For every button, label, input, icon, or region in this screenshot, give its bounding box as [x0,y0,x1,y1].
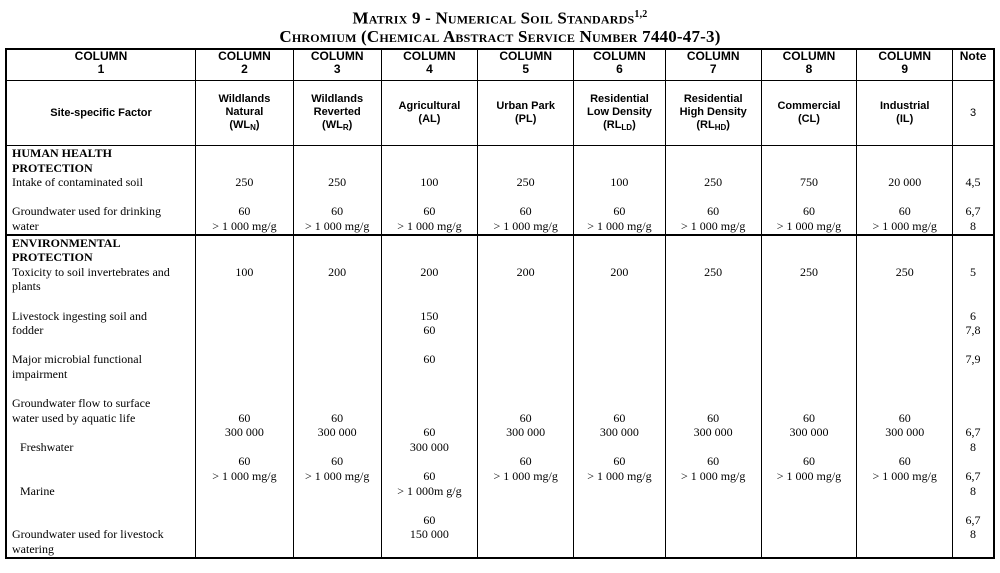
commercial-header: Commercial (CL) [761,81,857,146]
env-col4-values: 200 150 60 60 60 300 000 60 > 1 000m g/g 60 150 000 [381,235,478,558]
residential-high-density-header: Residential High Density $(RL_{HD})$ [665,81,761,146]
col6-header: COLUMN 6 [574,49,666,81]
hh-col7-values: 250 60 > 1 000 mg/g [665,146,761,235]
title-line-1: Matrix 9 - Numerical Soil Standards$^{1,2}$ [352,8,648,28]
env-col7-values: 250 60 300 000 60 > 1 000 mg/g [665,235,761,558]
env-col2-values: 100 60 300 000 60 > 1 000 mg/g [196,235,294,558]
env-col5-values: 200 60 300 000 60 > 1 000 mg/g [478,235,574,558]
human-health-factors: HUMAN HEALTH PROTECTION Intake of contaminated soil Groundwater used for drinking water [6,146,196,235]
env-col8-values: 250 60 300 000 60 > 1 000 mg/g [761,235,857,558]
land-use-row [6,81,994,146]
hh-col4-values: 100 60 > 1 000 mg/g [381,146,478,235]
note-header: Note [953,49,994,81]
env-col9-values: 250 60 300 000 60 > 1 000 mg/g [857,235,953,558]
environmental-factors: ENVIRONMENTAL PROTECTION Toxicity to soil invertebrates and plants Livestock ingesting soil and fodder Major microbial functional impairment Groundwater flow to surface water used by aquatic life Freshwater Marine Groundwater used for livestock watering [6,235,196,558]
soil-standards-table [5,48,995,559]
env-col6-values: 200 60 300 000 60 > 1 000 mg/g [574,235,666,558]
col7-header: COLUMN 7 [665,49,761,81]
hh-col2-values: 250 60 > 1 000 mg/g [196,146,294,235]
col1-header: COLUMN 1 [6,49,196,81]
col9-header: COLUMN 9 [857,49,953,81]
env-col3-values: 200 60 300 000 60 > 1 000 mg/g [293,235,381,558]
hh-col3-values: 250 60 > 1 000 mg/g [293,146,381,235]
title-line-2: Chromium (Chemical Abstract Service Number 7440-47-3) [279,27,721,46]
residential-low-density-header: Residential Low Density $(RL_{LD})$ [574,81,666,146]
col8-header: COLUMN 8 [761,49,857,81]
environmental-section [6,235,994,558]
col3-header: COLUMN 3 [293,49,381,81]
hh-col5-values: 250 60 > 1 000 mg/g [478,146,574,235]
agricultural-header: Agricultural (AL) [381,81,478,146]
hh-col6-values: 100 60 > 1 000 mg/g [574,146,666,235]
urban-park-header: Urban Park (PL) [478,81,574,146]
human-health-section [6,146,994,235]
hh-col8-values: 750 60 > 1 000 mg/g [761,146,857,235]
column-number-row [6,49,994,81]
note-reference: 3 [953,81,994,146]
wildlands-natural-header: Wildlands Natural $(WL_N)$ [196,81,294,146]
hh-notes: 4,5 6,7 8 [953,146,994,235]
wildlands-reverted-header: Wildlands Reverted $(WL_R)$ [293,81,381,146]
env-notes: 5 6 7,8 7,9 6,7 8 6,7 8 6,7 8 [953,235,994,558]
site-specific-factor-header: Site-specific Factor [6,81,196,146]
col5-header: COLUMN 5 [478,49,574,81]
col4-header: COLUMN 4 [381,49,478,81]
col2-header: COLUMN 2 [196,49,294,81]
industrial-header: Industrial (IL) [857,81,953,146]
hh-col9-values: 20 000 60 > 1 000 mg/g [857,146,953,235]
